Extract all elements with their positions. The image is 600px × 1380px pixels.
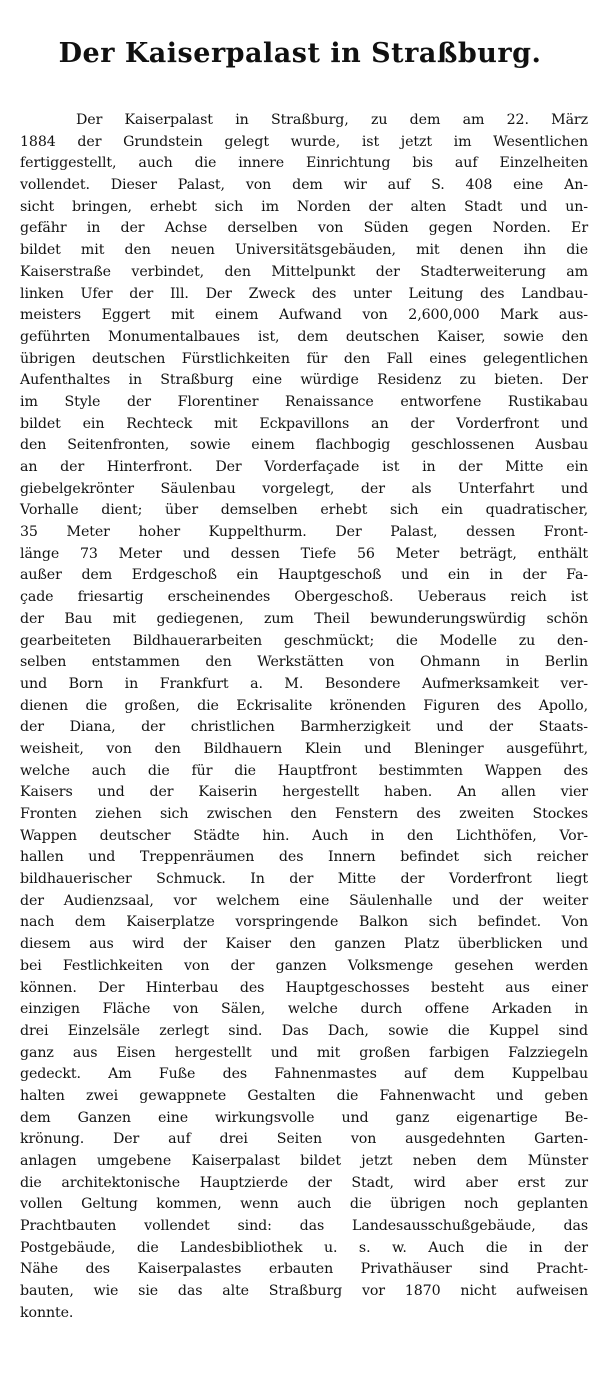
text-line: Postgebäude, die Landesbibliothek u. s. w. Auch die in der <box>20 1239 588 1256</box>
text-line: gedeckt. Am Fuße des Fahnenmastes auf dem Kuppelbau <box>20 1066 588 1083</box>
text-line: bei Festlichkeiten von der ganzen Volksmenge gesehen werden <box>20 957 588 974</box>
text-line: bildet mit den neuen Universitätsgebäuden, mit denen ihn die <box>20 242 588 259</box>
text-line: gearbeiteten Bildhauerarbeiten geschmückt; die Modelle zu den- <box>20 632 588 649</box>
text-line: außer dem Erdgeschoß ein Hauptgeschoß und ein in der Fa- <box>20 567 588 584</box>
text-line: Fronten ziehen sich zwischen den Fenstern des zweiten Stockes <box>20 806 588 822</box>
text-line: selben entstammen den Werkstätten von Ohmann in Berlin <box>20 654 588 671</box>
text-line: im Style der Florentiner Renaissance entworfene Rustikabau <box>20 393 588 410</box>
text-line: 35 Meter hoher Kuppelthurm. Der Palast, dessen Front- <box>20 524 588 541</box>
text-line: dem Ganzen eine wirkungsvolle und ganz eigenartige Be- <box>20 1109 588 1126</box>
text-line: länge 73 Meter und dessen Tiefe 56 Meter beträgt, enthält <box>20 545 588 562</box>
text-line: drei Einzelsäle zerlegt sind. Das Dach, sowie die Kuppel sind <box>20 1022 588 1039</box>
text-line: geführten Monumentalbaues ist, dem deutschen Kaiser, sowie den <box>20 328 588 345</box>
text-line: dienen die großen, die Eckrisalite krönenden Figuren des Apollo, <box>20 697 588 714</box>
text-line: einzigen Fläche von Sälen, welche durch offene Arkaden in <box>20 1001 588 1018</box>
text-line: krönung. Der auf drei Seiten von ausgedehnten Garten- <box>20 1131 588 1148</box>
text-line: Kaiserstraße verbindet, den Mittelpunkt der Stadterweiterung am <box>20 263 588 280</box>
text-line: diesem aus wird der Kaiser den ganzen Platz überblicken und <box>20 936 588 953</box>
text-line: nach dem Kaiserplatze vorspringende Balkon sich befindet. Von <box>20 914 588 931</box>
text-line: linken Ufer der Ill. Der Zweck des unter Leitung des Landbau- <box>20 285 588 302</box>
text-line: Aufenthaltes in Straßburg eine würdige Residenz zu bieten. Der <box>20 372 588 389</box>
text-line: welche auch die für die Hauptfront bestimmten Wappen des <box>20 762 588 779</box>
text-line: und Born in Frankfurt a. M. Besondere Aufmerksamkeit ver- <box>20 675 588 692</box>
text-line: konnte. <box>20 1304 74 1321</box>
text-line: können. Der Hinterbau des Hauptgeschosses besteht aus einer <box>20 979 588 996</box>
text-line: weisheit, von den Bildhauern Klein und Bleninger ausgeführt, <box>20 740 588 757</box>
text-line: gefähr in der Achse derselben von Süden gegen Norden. Er <box>20 220 588 237</box>
text-line: çade friesartig erscheinendes Obergeschoß. Ueberaus reich ist <box>20 589 588 606</box>
text-line: Vorhalle dient; über demselben erhebt sich ein quadratischer, <box>20 502 588 519</box>
text-line: Prachtbauten vollendet sind: das Landesausschußgebäude, das <box>20 1218 588 1235</box>
text-line: an der Hinterfront. Der Vorderfaçade ist in der Mitte ein <box>20 459 588 475</box>
article-title: Der Kaiserpalast in Straßburg. <box>58 38 542 69</box>
text-line: vollendet. Dieser Palast, von dem wir auf S. 408 eine An- <box>20 177 588 194</box>
text-line: übrigen deutschen Fürstlichkeiten für den Fall eines gelegentlichen <box>20 350 588 367</box>
text-line: hallen und Treppenräumen des Innern befindet sich reicher <box>20 849 588 866</box>
text-line: Wappen deutscher Städte hin. Auch in den Lichthöfen, Vor- <box>20 827 588 844</box>
text-line: anlagen umgebene Kaiserpalast bildet jetzt neben dem Münster <box>20 1153 588 1169</box>
text-line: giebelgekrönter Säulenbau vorgelegt, der als Unterfahrt und <box>20 480 588 497</box>
text-line: der Diana, der christlichen Barmherzigkeit und der Staats- <box>20 719 588 736</box>
text-line: Kaisers und der Kaiserin hergestellt haben. An allen vier <box>20 784 588 801</box>
text-line: Nähe des Kaiserpalastes erbauten Privathäuser sind Pracht- <box>20 1261 588 1278</box>
text-line: der Audienzsaal, vor welchem eine Säulenhalle und der weiter <box>20 892 588 909</box>
text-line: sicht bringen, erhebt sich im Norden der alten Stadt und un- <box>20 198 588 215</box>
text-line: bauten, wie sie das alte Straßburg vor 1870 nicht aufweisen <box>20 1283 588 1300</box>
text-line: bildhauerischer Schmuck. In der Mitte der Vorderfront liegt <box>20 871 588 888</box>
article-body <box>20 110 588 1325</box>
text-line: die architektonische Hauptzierde der Stadt, wird aber erst zur <box>20 1174 588 1191</box>
text-line: halten zwei gewappnete Gestalten die Fahnenwacht und geben <box>20 1087 588 1104</box>
text-line: Der Kaiserpalast in Straßburg, zu dem am 22. März <box>76 112 588 128</box>
text-line: meisters Eggert mit einem Aufwand von 2,600,000 Mark aus- <box>20 307 588 324</box>
text-line: vollen Geltung kommen, wenn auch die übrigen noch geplanten <box>20 1196 588 1213</box>
text-line: 1884 der Grundstein gelegt wurde, ist jetzt im Wesentlichen <box>20 133 588 150</box>
text-line: der Bau mit gediegenen, zum Theil bewunderungswürdig schön <box>20 610 588 627</box>
text-line: fertiggestellt, auch die innere Einrichtung bis auf Einzelheiten <box>20 155 588 172</box>
text-line: den Seitenfronten, sowie einem flachbogig geschlossenen Ausbau <box>20 437 588 454</box>
text-line: ganz aus Eisen hergestellt und mit großen farbigen Falzziegeln <box>20 1044 588 1061</box>
text-line: bildet ein Rechteck mit Eckpavillons an der Vorderfront und <box>20 415 588 432</box>
